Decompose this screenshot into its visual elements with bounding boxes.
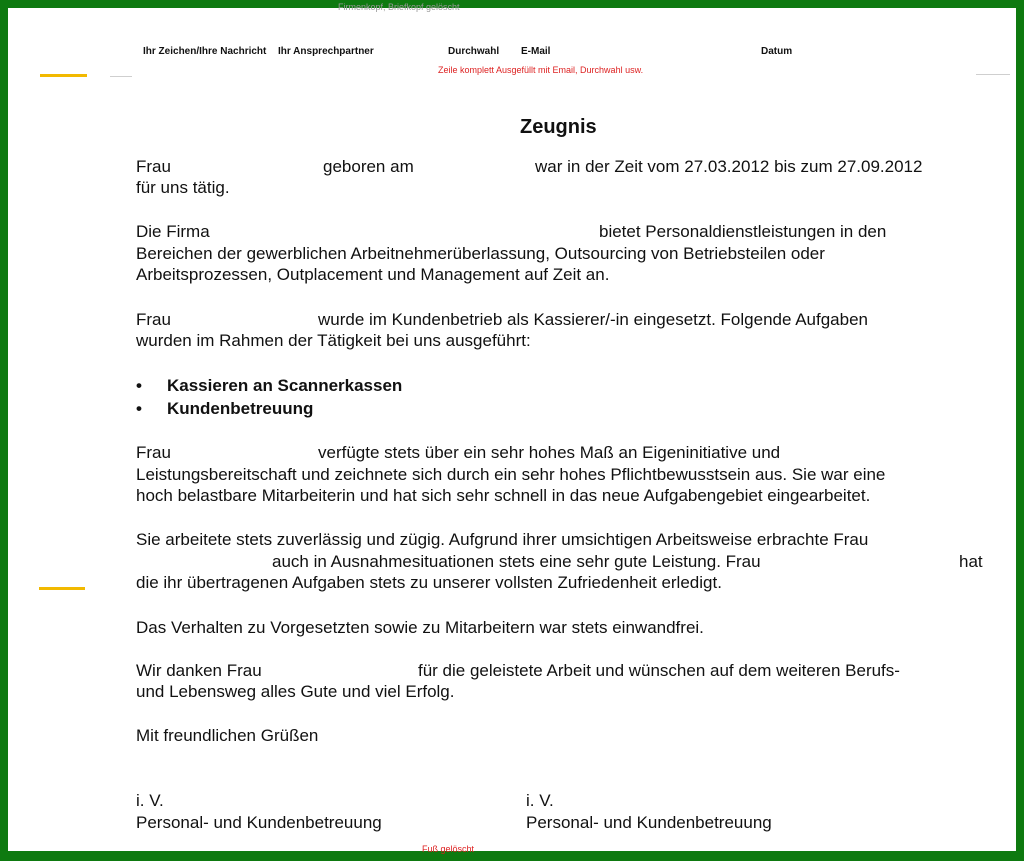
fold-mark-top — [40, 74, 87, 77]
fold-mark-middle — [39, 587, 85, 590]
p7-line2: und Lebensweg alles Gute und viel Erfolg. — [136, 682, 455, 701]
p4-initiative: verfügte stets über ein sehr hohes Maß an Eigeninitiative und — [318, 443, 781, 462]
p5-line2a: auch in Ausnahmesituationen stets eine sehr gute Leistung. Frau — [272, 552, 761, 571]
p3-employed: wurde im Kundenbetrieb als Kassierer/-in eingesetzt. Folgende Aufgaben — [318, 310, 869, 329]
p4-line2: Leistungsbereitschaft und zeichnete sich durch ein sehr hohes Pflichtbewusstsein aus. Sie war eine — [136, 465, 886, 484]
p7-thanks: Wir danken Frau — [136, 661, 262, 680]
header-email-label: E-Mail — [521, 46, 551, 57]
bullet-item — [136, 375, 402, 397]
p4-line3: hoch belastbare Mitarbeiterin und hat sich sehr schnell in das neue Aufgabengebiet eingearbeitet. — [136, 486, 871, 505]
bullet-item — [136, 398, 313, 420]
bullet-dot-icon: • — [136, 399, 142, 418]
p3-frau: Frau — [136, 310, 171, 329]
p1-period: war in der Zeit vom 27.03.2012 bis zum 27.09.2012 — [535, 157, 923, 176]
header-ref-label: Ihr Zeichen/Ihre Nachricht — [143, 46, 267, 57]
closing-greeting: Mit freundlichen Grüßen — [136, 726, 319, 745]
p5-line3: die ihr übertragenen Aufgaben stets zu unserer vollsten Zufriedenheit erledigt. — [136, 573, 722, 592]
p5-line2b: hat — [959, 552, 983, 571]
document-title: Zeugnis — [520, 116, 597, 138]
signature-left-role: Personal- und Kundenbetreuung — [136, 813, 382, 832]
footer-note: Fuß gelöscht — [422, 844, 475, 854]
p1-born: geboren am — [323, 157, 414, 176]
signature-right-iv: i. V. — [526, 791, 554, 810]
p5-line1: Sie arbeitete stets zuverlässig und zügig. Aufgrund ihrer umsichtigen Arbeitsweise erbrachte Frau — [136, 530, 869, 549]
bullet-dot-icon: • — [136, 376, 142, 395]
header-date-label: Datum — [761, 46, 793, 57]
p2-line2: Bereichen der gewerblichen Arbeitnehmerüberlassung, Outsourcing von Betriebsteilen oder — [136, 244, 825, 263]
signature-right-role: Personal- und Kundenbetreuung — [526, 813, 772, 832]
header-note: Zeile komplett Ausgefüllt mit Email, Durchwahl usw. — [438, 65, 644, 75]
p3-line2: wurden im Rahmen der Tätigkeit bei uns ausgeführt: — [136, 331, 531, 350]
bullet-text: Kassieren an Scannerkassen — [167, 376, 403, 395]
p6-conduct: Das Verhalten zu Vorgesetzten sowie zu Mitarbeitern war stets einwandfrei. — [136, 618, 704, 637]
letterhead-cut-text: Firmenkopf, Briefkopf gelöscht — [338, 2, 460, 12]
p4-frau: Frau — [136, 443, 171, 462]
header-phone-label: Durchwahl — [448, 46, 500, 57]
p1-line2: für uns tätig. — [136, 178, 230, 197]
p2-line3: Arbeitsprozessen, Outplacement und Management auf Zeit an. — [136, 265, 610, 284]
fold-mark-top-faint — [110, 76, 132, 77]
bullet-text: Kundenbetreuung — [167, 399, 314, 418]
p2-company: Die Firma — [136, 222, 210, 241]
document-page — [8, 2, 1016, 854]
fold-mark-right-faint — [976, 74, 1010, 75]
header-contact-label: Ihr Ansprechpartner — [278, 46, 374, 57]
p2-offers: bietet Personaldienstleistungen in den — [599, 222, 887, 241]
p7-wishes: für die geleistete Arbeit und wünschen auf dem weiteren Berufs- — [418, 661, 900, 680]
p1-frau: Frau — [136, 157, 171, 176]
signature-left-iv: i. V. — [136, 791, 164, 810]
